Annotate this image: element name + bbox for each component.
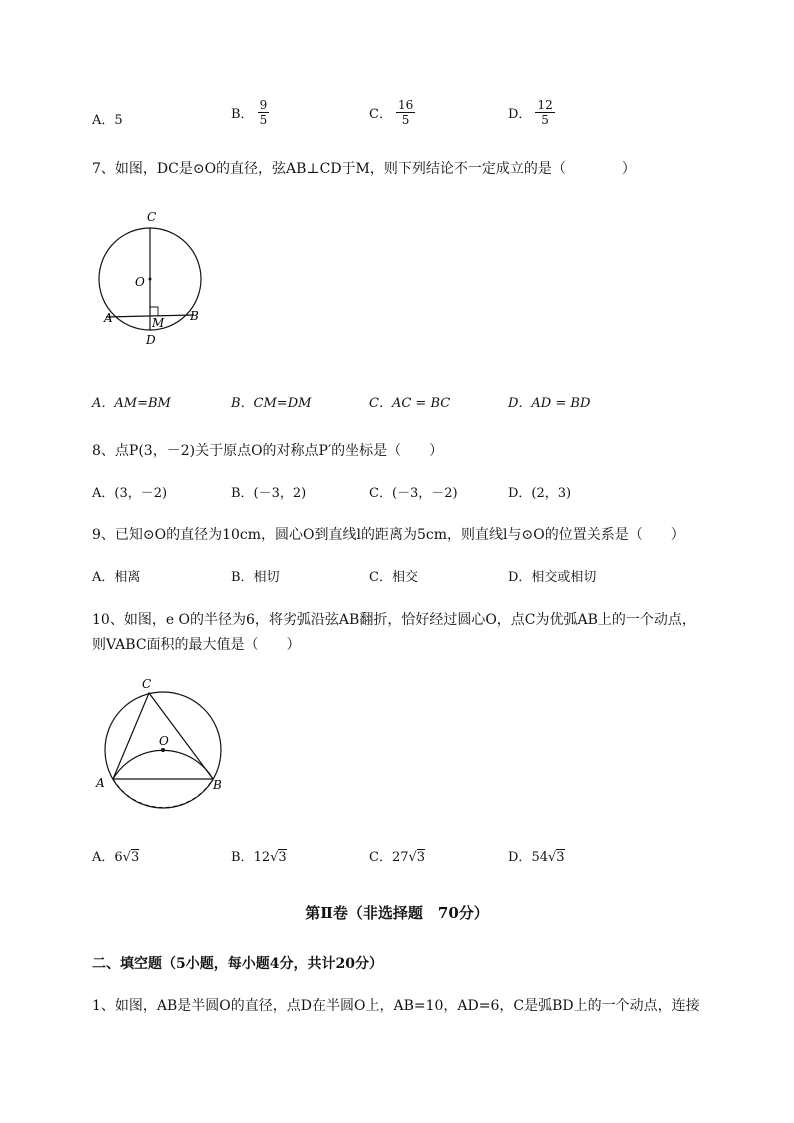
q6-option-d	[508, 98, 555, 127]
q7-option-d: D．AD = BD	[508, 396, 591, 411]
q6-option-b-numerator: 9	[259, 98, 268, 112]
q7-figure	[92, 205, 222, 350]
q10-option-c-coef: 27	[391, 850, 409, 865]
q6-option-d-denominator: 5	[535, 112, 554, 127]
q9-option-b: B．相切	[231, 570, 280, 585]
q10-option-c-radicand: 3	[416, 850, 426, 865]
q8-option-b: B．(－3，2)	[231, 486, 307, 501]
q7-label-d: D	[146, 333, 156, 347]
q8-option-c: C．(－3，－2)	[369, 486, 458, 501]
part2-q1-text: 1、如图，AB是半圆O的直径，点D在半圆O上，AB=10，AD=6，C是弧BD上的一个动点，连接	[92, 998, 700, 1014]
q8-option-a: A．(3，－2)	[92, 486, 168, 501]
q7-label-o: O	[135, 275, 145, 289]
q7-label-c: C	[147, 210, 157, 224]
q10-option-b	[231, 846, 287, 865]
q6-option-c	[369, 98, 415, 127]
q7-option-c: C．AC = BC	[369, 396, 451, 411]
q7-label-m: M	[152, 316, 165, 330]
q6-option-a: A．5	[92, 113, 123, 128]
q10-option-c	[369, 846, 425, 865]
q10-option-b-sqrt: √	[270, 850, 279, 865]
q6-option-b-label: B．	[231, 107, 254, 122]
q8-text: 8、点P(3，－2)关于原点O的对称点P′的坐标是（ ）	[92, 443, 444, 459]
q10-text-line1: 10、如图，e O的半径为6，将劣弧沿弦AB翻折，恰好经过圆心O，点C为优弧AB上的一个动点，	[92, 612, 696, 628]
q6-option-b-fraction	[258, 98, 270, 127]
part2-title: 第Ⅱ卷（非选择题 70分）	[305, 904, 489, 922]
q10-option-d	[508, 846, 565, 865]
q10-label-b: B	[213, 778, 222, 792]
q10-label-o: O	[159, 734, 169, 748]
q10-label-a: A	[96, 776, 105, 790]
q10-option-d-coef: 54	[531, 850, 548, 865]
q6-option-c-denominator: 5	[396, 112, 415, 127]
q7-label-b: B	[190, 309, 199, 323]
q10-figure	[92, 672, 232, 822]
q10-option-a-sqrt: √	[122, 850, 131, 865]
q10-option-a-radicand: 3	[130, 850, 140, 865]
q10-label-c: C	[142, 677, 152, 691]
q10-option-d-radicand: 3	[556, 850, 565, 865]
q6-option-b	[231, 98, 269, 127]
q10-option-b-label: B．	[231, 850, 254, 865]
q6-option-c-numerator: 16	[397, 98, 414, 112]
q10-option-a	[92, 846, 139, 865]
section2-heading: 二、填空题（5小题，每小题4分，共计20分）	[92, 956, 383, 972]
q7-option-a: A．AM=BM	[92, 396, 171, 411]
q9-option-a: A．相离	[92, 570, 141, 585]
q6-option-d-fraction	[535, 98, 554, 127]
q6-option-b-denominator: 5	[259, 113, 268, 127]
q8-option-d: D．(2，3)	[508, 486, 572, 501]
q6-option-c-fraction	[396, 98, 415, 127]
q10-option-d-label: D．	[508, 850, 532, 865]
q7-text: 7、如图，DC是⊙O的直径，弦AB⊥CD于M，则下列结论不一定成立的是（ ）	[92, 161, 636, 177]
q10-text-line2: 则VABC面积的最大值是（ ）	[92, 637, 301, 653]
q10-option-a-coef: 6	[114, 850, 123, 865]
q10-option-a-label: A．	[92, 850, 115, 865]
q6-option-d-label: D．	[508, 107, 532, 122]
q10-option-c-sqrt: √	[408, 850, 417, 865]
q10-option-b-radicand: 3	[278, 850, 287, 865]
q9-text: 9、已知⊙O的直径为10cm，圆心O到直线l的距离为5cm，则直线l与⊙O的位置关系是（ ）	[92, 527, 685, 543]
q10-option-c-label: C．	[369, 850, 392, 865]
q10-option-b-coef: 12	[253, 850, 271, 865]
q7-option-b: B．CM=DM	[231, 396, 312, 411]
q6-option-c-label: C．	[369, 107, 392, 122]
q10-option-d-sqrt: √	[547, 850, 557, 865]
q9-option-d: D．相交或相切	[508, 570, 597, 585]
q9-option-c: C．相交	[369, 570, 418, 585]
q7-label-a: A	[104, 311, 113, 325]
q6-option-d-numerator: 12	[537, 98, 553, 112]
